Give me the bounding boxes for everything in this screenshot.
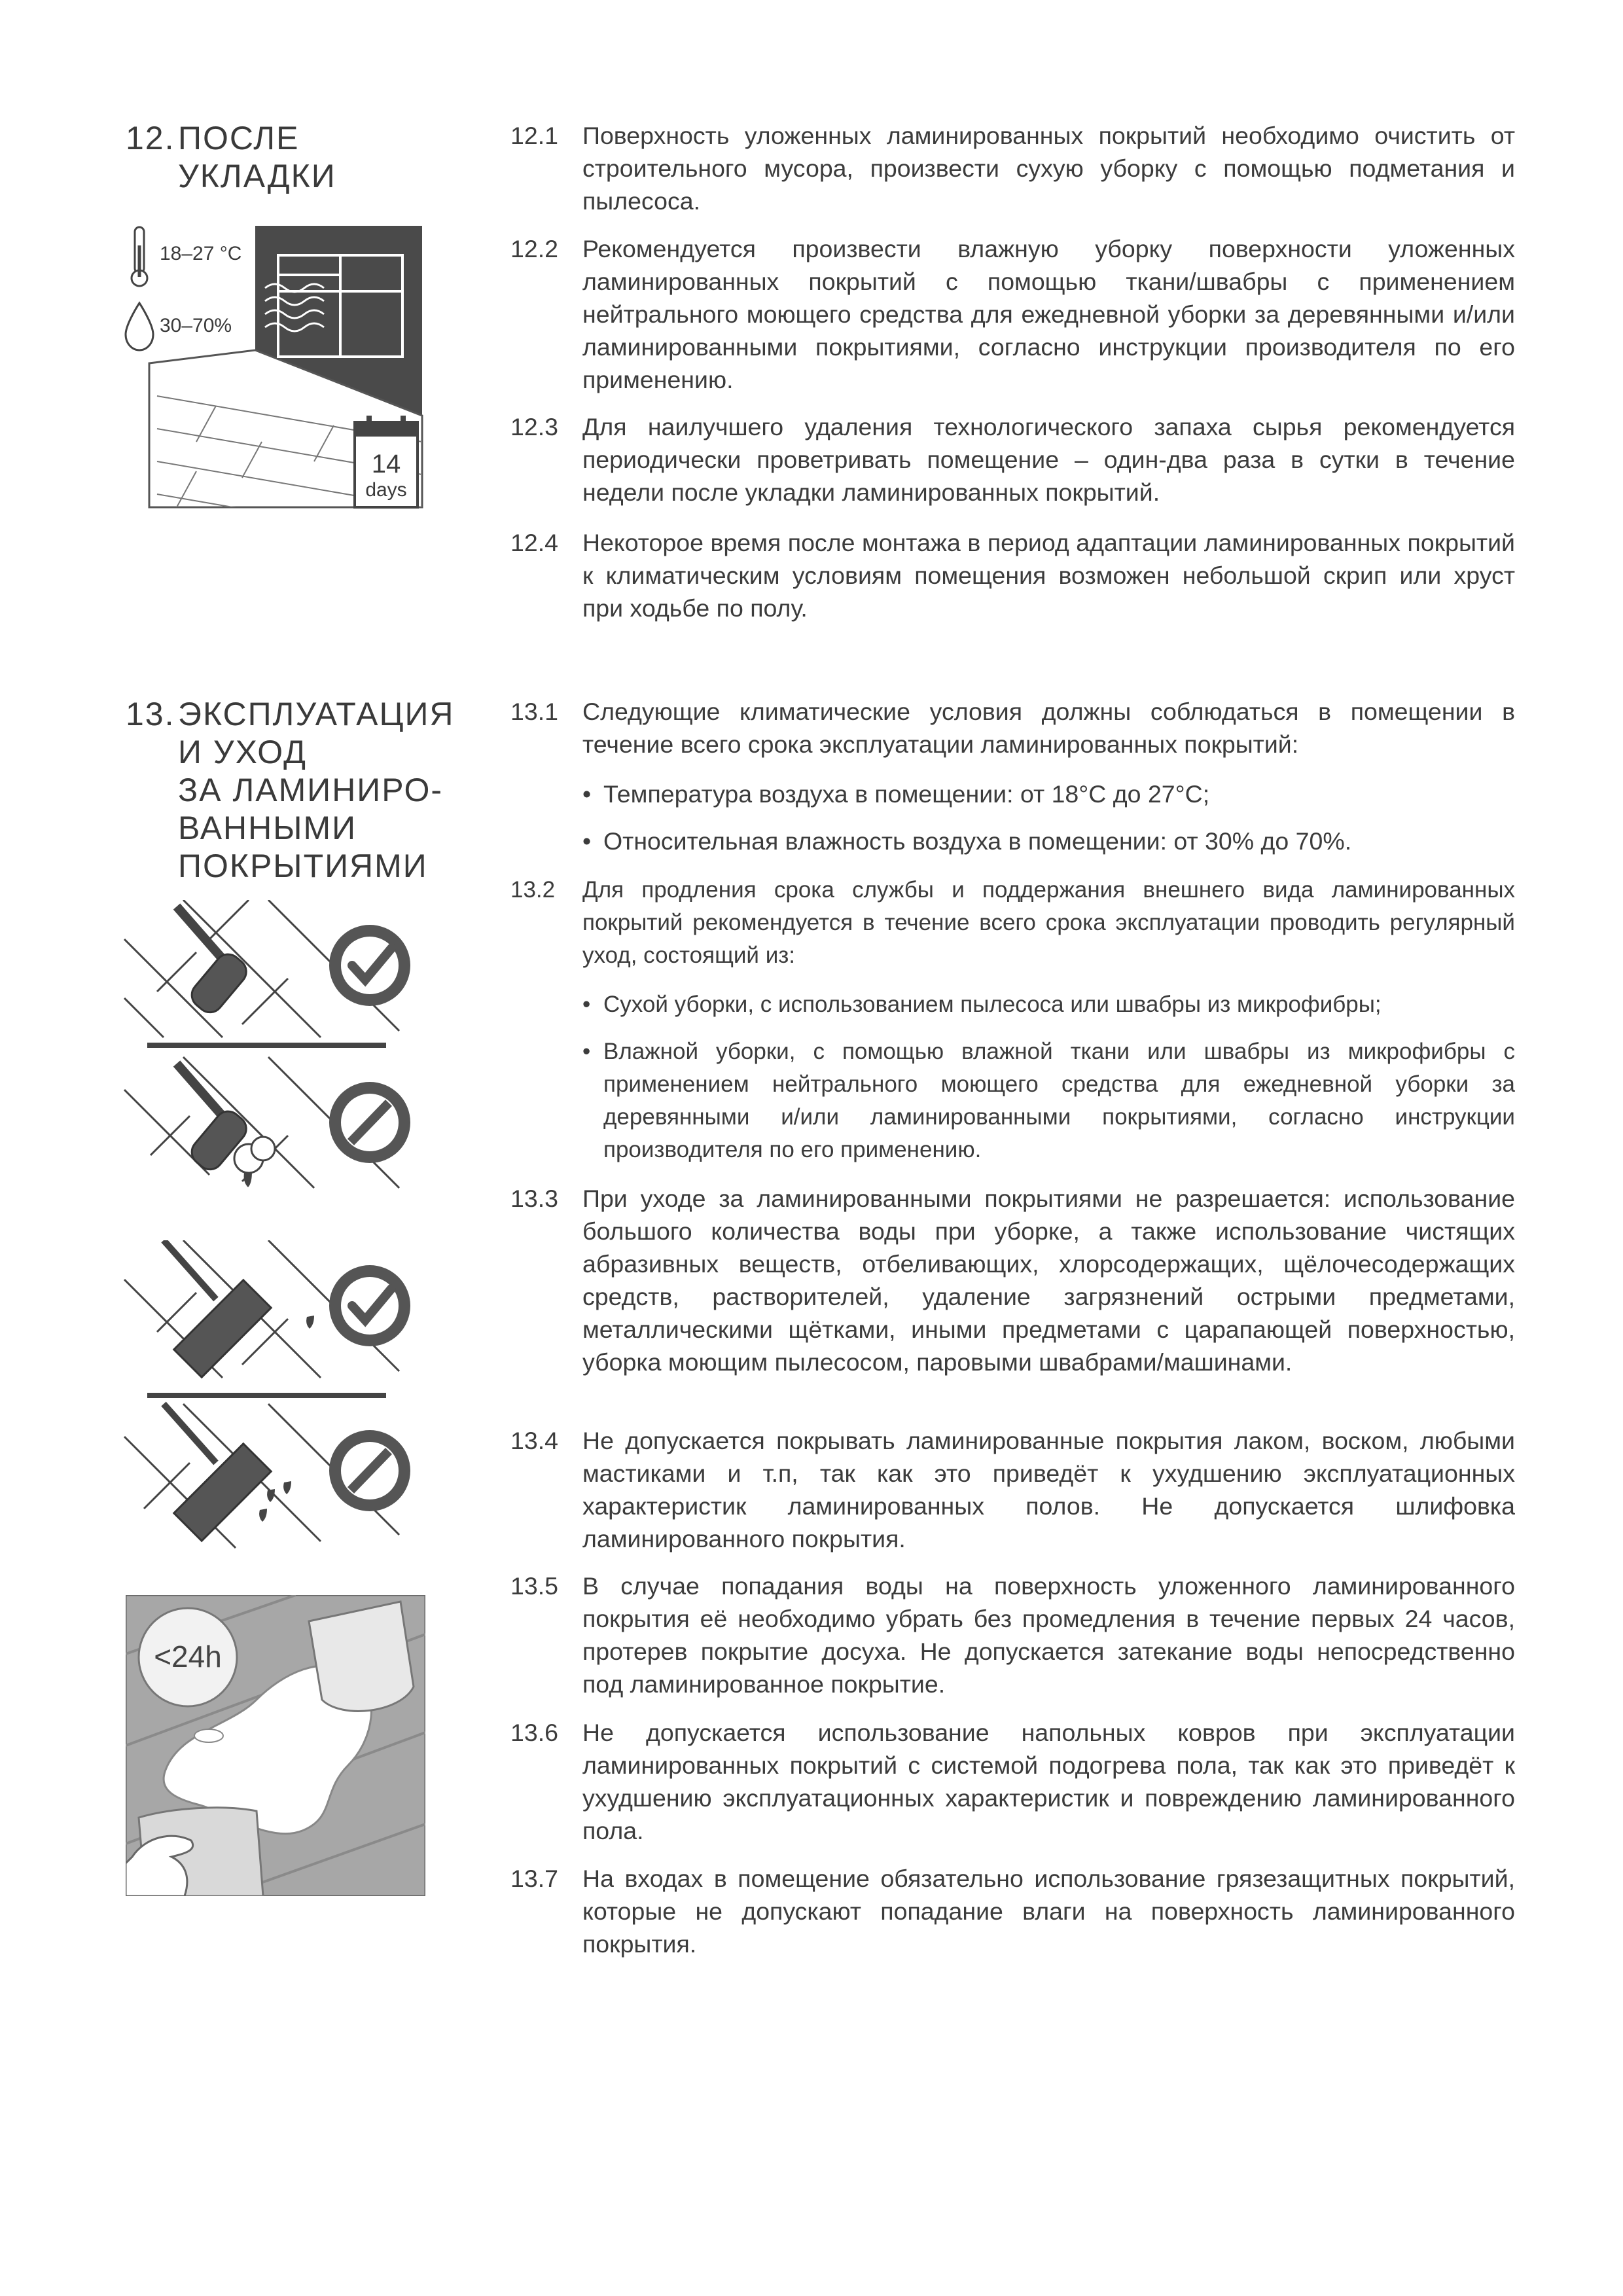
window-icon — [278, 255, 402, 357]
mop-care-illustration — [118, 1240, 432, 1568]
item-13-2 — [510, 874, 1515, 972]
item-12-2 — [510, 232, 1515, 396]
divider-line — [147, 1043, 386, 1048]
item-12-3 — [510, 410, 1515, 509]
bullet-text: Сухой уборки, с использованием пылесоса или швабры из микрофибры; — [603, 992, 1382, 1017]
item-13-1 — [510, 695, 1515, 761]
item-number: 12.1 — [510, 122, 558, 149]
item-number: 13.5 — [510, 1572, 558, 1600]
humidity-drop-icon — [126, 303, 153, 350]
item-text: Не допускается покрывать ламинированные покрытия лаком, воском, любыми мастиками и т.п, так как это приведёт к ухудшению эксплуатационных характеристик ламинированных полов. Не допускается шлифовка ламинированного покрытия. — [582, 1427, 1515, 1552]
item-number: 13.7 — [510, 1865, 558, 1892]
prohibited-icon — [329, 1082, 410, 1163]
section-12-title-line-2: УКЛАДКИ — [178, 158, 336, 194]
section-13-number: 13. — [126, 696, 175, 732]
section-12-title-line-1: ПОСЛЕ — [178, 120, 300, 156]
item-text: В случае попадания воды на поверхность уложенного ламинированного покрытия её необходимо убрать без промедления в течение первых 24 часов, протерев покрытие досуха. Не допускается затекание воды непосредственно под ламинированное покрытие. — [582, 1572, 1515, 1698]
section-13-title-line-5: ПОКРЫТИЯМИ — [178, 848, 428, 884]
bucket-icon — [309, 1602, 414, 1711]
item-text: Для наилучшего удаления технологического запаха сырья рекомендуется периодически проветривать помещение – один-два раза в сутки в течение недели после укладки ламинированных покрытий. — [582, 413, 1515, 506]
item-13-4 — [510, 1424, 1515, 1555]
item-12-1 — [510, 119, 1515, 217]
calendar-days-number: 14 — [371, 450, 401, 478]
time-badge-label: <24h — [154, 1640, 222, 1674]
item-number: 13.3 — [510, 1185, 558, 1212]
item-text: На входах в помещение обязательно использование грязезащитных покрытий, которые не допускают попадание влаги на поверхность ламинированного покрытия. — [582, 1865, 1515, 1958]
section-13-title-line-3: ЗА ЛАМИНИРО- — [178, 772, 444, 808]
item-number: 13.6 — [510, 1719, 558, 1746]
check-icon — [329, 925, 410, 1006]
water-spill-illustration — [126, 1595, 425, 1896]
item-number: 12.4 — [510, 529, 558, 556]
bullet-text: Температура воздуха в помещении: от 18°C до 27°C; — [603, 780, 1210, 808]
bullet-text: Влажной уборки, с помощью влажной ткани или швабры из микрофибры с применением нейтрального моющего средства для ежедневной уборки за деревянными и/или ламинированными покрытиями, согласно инструкции производителя по его применению. — [603, 1039, 1515, 1162]
item-text: Рекомендуется произвести влажную уборку поверхности уложенных ламинированных покрытий с помощью ткани/швабры с применением нейтрального моющего средства для ежедневной уборки за деревянными и/или ламинированными покрытиями, согласно инструкции производителя по его применению. — [582, 235, 1515, 393]
item-text: Следующие климатические условия должны соблюдаться в помещении в течение всего срока эксплуатации ламинированных покрытий: — [582, 698, 1515, 758]
bullet-13-2-1: • Сухой уборки, с использованием пылесоса или швабры из микрофибры; — [582, 988, 1515, 1021]
item-text: При уходе за ламинированными покрытиями не разрешается: использование большого количества воды при уборке, а также использование чистящих абразивных веществ, отбеливающих, хлорсодержащих, щёлочесодержащих средств, растворителей, удаление загрязнений острыми предметами, металлическими щётками, иными предметами с царапающей поверхностью, уборка моющим пылесосом, паровыми швабрами/машинами. — [582, 1185, 1515, 1376]
vacuum-care-illustration — [118, 900, 432, 1201]
bullet-13-1-1: • Температура воздуха в помещении: от 18°C до 27°C; — [582, 778, 1515, 810]
item-text: Поверхность уложенных ламинированных покрытий необходимо очистить от строительного мусора, произвести сухую уборку с помощью подметания и пылесоса. — [582, 122, 1515, 215]
item-number: 13.1 — [510, 698, 558, 725]
item-13-7 — [510, 1862, 1515, 1960]
item-text: Не допускается использование напольных ковров при эксплуатации ламинированных покрытий с системой подогрева пола, так как это приведёт к ухудшению эксплуатационных характеристик и повреждению ламинированного пола. — [582, 1719, 1515, 1844]
bullet-13-1-2: • Относительная влажность воздуха в помещении: от 30% до 70%. — [582, 825, 1515, 857]
bullet-13-2-2: • Влажной уборки, с помощью влажной ткани или швабры из микрофибры с применением нейтрального моющего средства для ежедневной уборки за деревянными и/или ламинированными покрытиями, согласно инструкции производителя по его применению. — [582, 1035, 1515, 1166]
item-number: 12.3 — [510, 413, 558, 440]
item-13-3 — [510, 1182, 1515, 1378]
item-number: 13.4 — [510, 1427, 558, 1454]
item-number: 13.2 — [510, 877, 556, 903]
item-13-6 — [510, 1716, 1515, 1847]
item-12-4 — [510, 526, 1515, 624]
prohibited-icon — [329, 1430, 410, 1511]
section-13-title-line-2: И УХОД — [178, 734, 307, 770]
item-13-5 — [510, 1570, 1515, 1700]
calendar-days-unit: days — [365, 479, 407, 501]
section-12-number: 12. — [126, 120, 175, 156]
section-13-title-line-1: ЭКСПЛУАТАЦИЯ — [178, 696, 455, 732]
mop-icon — [164, 1240, 314, 1541]
check-icon — [329, 1265, 410, 1346]
item-number: 12.2 — [510, 235, 558, 262]
divider-line — [147, 1393, 386, 1398]
thermometer-icon — [132, 227, 147, 286]
item-text: Для продления срока службы и поддержания внешнего вида ламинированных покрытий рекомендуется в течение всего срока эксплуатации проводить регулярный уход, состоящий из: — [582, 877, 1515, 968]
bullet-text: Относительная влажность воздуха в помещении: от 30% до 70%. — [603, 827, 1352, 855]
item-text: Некоторое время после монтажа в период адаптации ламинированных покрытий к климатическим условиям помещения возможен небольшой скрип или хруст при ходьбе по полу. — [582, 529, 1515, 622]
humidity-range: 30–70% — [160, 315, 232, 336]
temperature-range: 18–27 °C — [160, 243, 242, 264]
section-13-title-line-4: ВАННЫМИ — [178, 810, 357, 846]
room-climate-illustration — [118, 226, 432, 514]
